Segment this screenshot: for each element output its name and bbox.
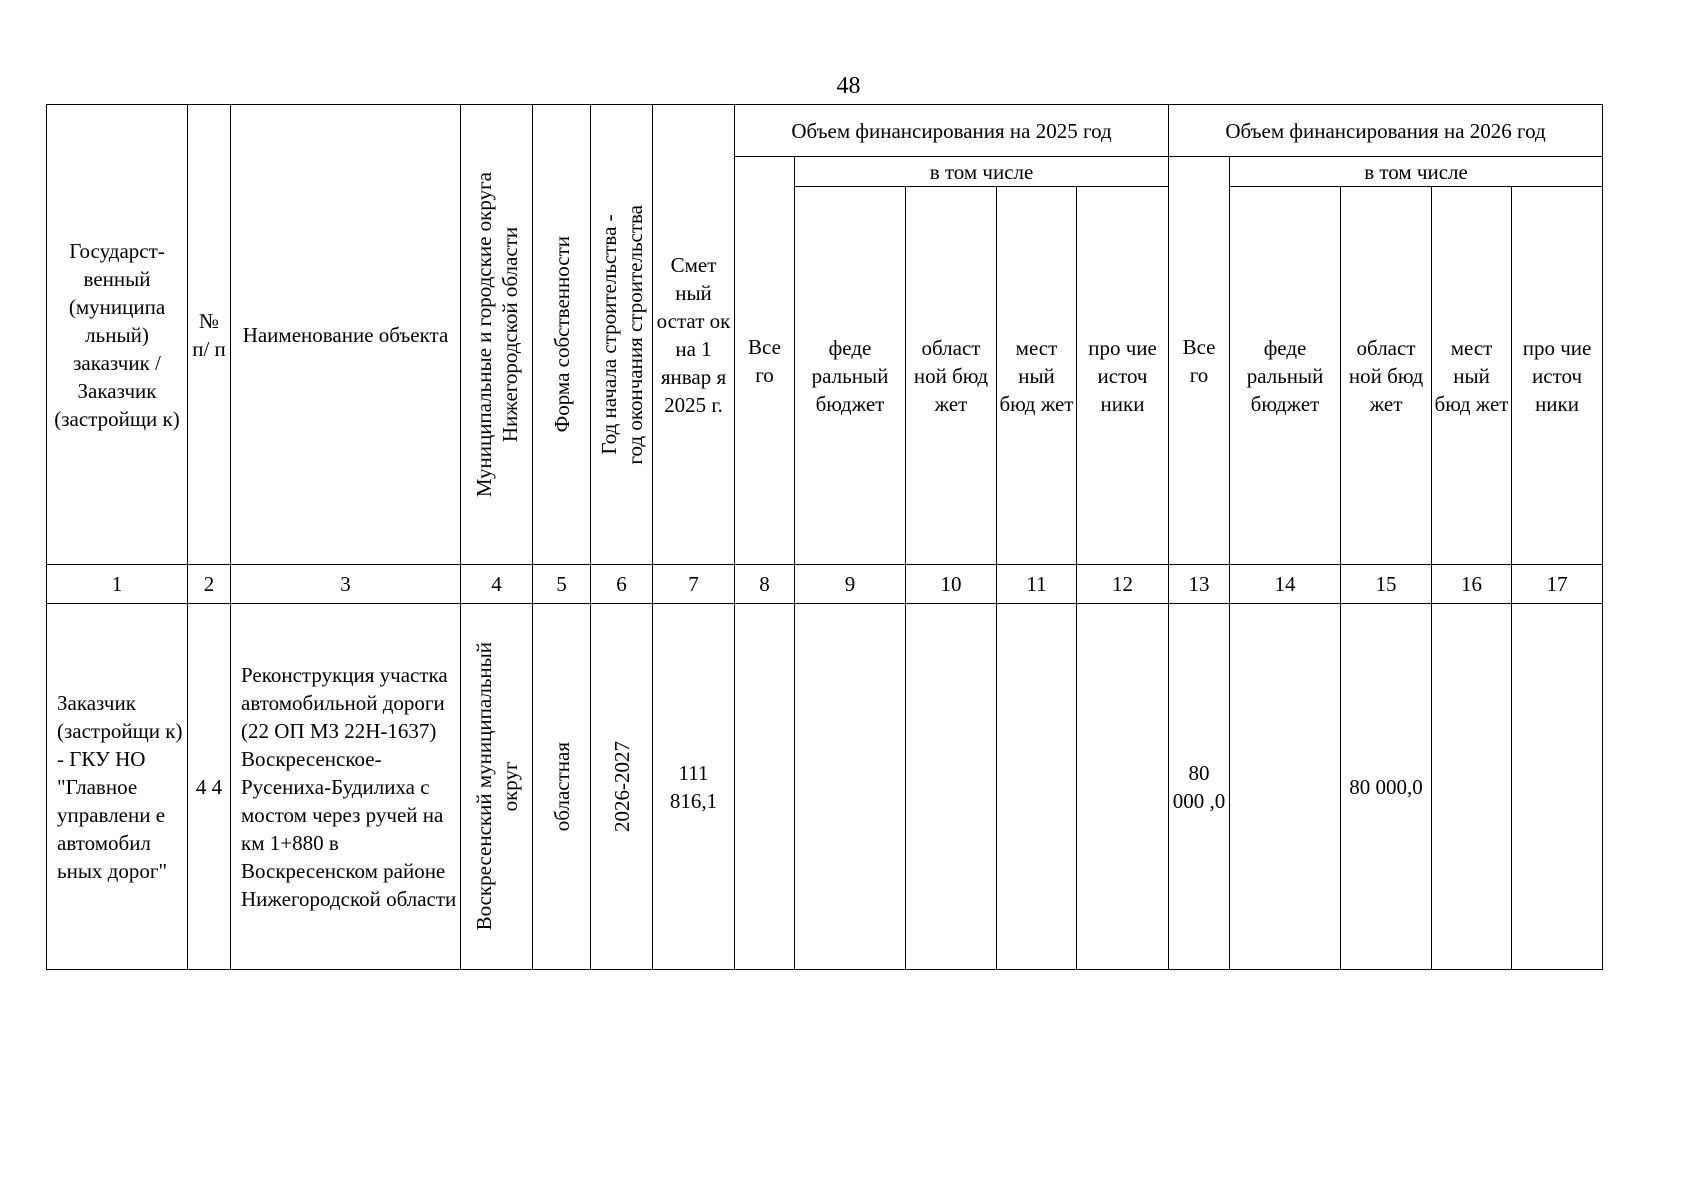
row-district xyxy=(461,604,533,970)
column-number: 4 xyxy=(461,565,533,604)
row-ownership xyxy=(533,604,591,970)
header-districts-line1: Муниципальные и городские округа xyxy=(471,171,496,498)
row-local-2025 xyxy=(997,604,1077,970)
row-total-2026: 80 000 ,0 xyxy=(1169,604,1230,970)
column-number: 7 xyxy=(653,565,735,604)
column-number: 17 xyxy=(1512,565,1603,604)
header-districts xyxy=(461,105,533,565)
row-federal-2025 xyxy=(795,604,906,970)
header-estimated-balance: Смет ный остат ок на 1 январ я 2025 г. xyxy=(653,105,735,565)
header-customer: Государст-венный (муниципа льный) заказчик / Заказчик (застройщи к) xyxy=(47,105,188,565)
column-number: 2 xyxy=(188,565,231,604)
row-local-2026 xyxy=(1432,604,1512,970)
column-number: 16 xyxy=(1432,565,1512,604)
financing-table xyxy=(46,104,1603,970)
row-customer: Заказчик (застройщи к) - ГКУ НО "Главное управлени е автомобил ьных дорог" xyxy=(47,604,188,970)
header-federal-2025: феде ральный бюджет xyxy=(795,187,906,565)
header-regional-2026: област ной бюд жет xyxy=(1341,187,1432,565)
row-other-2025 xyxy=(1077,604,1169,970)
row-object-name: Реконструкция участка автомобильной дороги (22 ОП МЗ 22Н-1637) Воскресенское-Русениха-Будилиха с мостом через ручей на км 1+880 в Воскресенском районе Нижегородской области xyxy=(231,604,461,970)
header-regional-2025: област ной бюд жет xyxy=(906,187,997,565)
page-number: 48 xyxy=(836,73,861,99)
header-including-2025: в том числе xyxy=(795,157,1169,187)
column-number: 15 xyxy=(1341,565,1432,604)
row-years-text: 2026-2027 xyxy=(609,741,634,832)
header-construction-years-line1: Год начала строительства - xyxy=(596,214,621,455)
column-number: 9 xyxy=(795,565,906,604)
column-number: 3 xyxy=(231,565,461,604)
row-district-line2: округ xyxy=(497,761,522,812)
header-construction-years xyxy=(591,105,653,565)
header-total-2026: Все го xyxy=(1169,157,1230,565)
header-financing-2026: Объем финансирования на 2026 год xyxy=(1169,105,1603,157)
column-number: 8 xyxy=(735,565,795,604)
column-number: 13 xyxy=(1169,565,1230,604)
column-number-row xyxy=(47,565,1603,604)
header-ownership xyxy=(533,105,591,565)
header-local-2026: мест ный бюд жет xyxy=(1432,187,1512,565)
column-number: 14 xyxy=(1230,565,1341,604)
row-years xyxy=(591,604,653,970)
header-construction-years-line2: год окончания строительства xyxy=(622,204,647,465)
row-federal-2026 xyxy=(1230,604,1341,970)
header-local-2025: мест ный бюд жет xyxy=(997,187,1077,565)
column-number: 10 xyxy=(906,565,997,604)
row-regional-2026: 80 000,0 xyxy=(1341,604,1432,970)
header-federal-2026: феде ральный бюджет xyxy=(1230,187,1341,565)
column-number: 6 xyxy=(591,565,653,604)
header-districts-line2: Нижегородской области xyxy=(497,226,522,443)
header-financing-2025: Объем финансирования на 2025 год xyxy=(735,105,1169,157)
row-ownership-text: областная xyxy=(549,741,574,832)
header-number: № п/ п xyxy=(188,105,231,565)
column-number: 11 xyxy=(997,565,1077,604)
header-other-2026: про чие источ ники xyxy=(1512,187,1603,565)
row-number: 4 4 xyxy=(188,604,231,970)
row-total-2025 xyxy=(735,604,795,970)
header-object-name: Наименование объекта xyxy=(231,105,461,565)
table-row xyxy=(47,604,1603,970)
row-district-line1: Воскресенский муниципальный xyxy=(471,642,496,931)
row-regional-2025 xyxy=(906,604,997,970)
header-ownership-text: Форма собственности xyxy=(549,236,574,433)
header-other-2025: про чие источ ники xyxy=(1077,187,1169,565)
row-remaining-balance: 111 816,1 xyxy=(653,604,735,970)
column-number: 5 xyxy=(533,565,591,604)
header-total-2025: Все го xyxy=(735,157,795,565)
column-number: 1 xyxy=(47,565,188,604)
row-other-2026 xyxy=(1512,604,1603,970)
column-number: 12 xyxy=(1077,565,1169,604)
header-including-2026: в том числе xyxy=(1230,157,1603,187)
